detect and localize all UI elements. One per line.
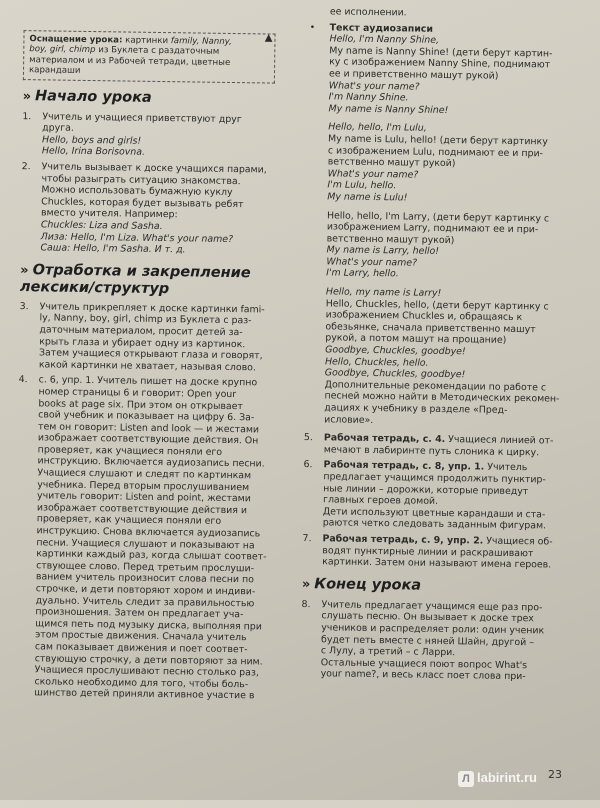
- text-line: учеников и распределяет роли: один ученик: [321, 622, 545, 637]
- text-line: Учащиеся слушают и следят по картинкам: [37, 467, 252, 482]
- text-line: шинство детей приняли активное участие в: [34, 687, 255, 702]
- section-heading-practice: [20, 262, 288, 299]
- text-line: ly, Nanny, boy, girl, chimp из Буклета с раз-: [39, 312, 252, 327]
- text-line: инструкцию. Снова включается аудиозапись: [36, 525, 261, 540]
- heading-marker-icon: »: [20, 262, 29, 278]
- text-line: крыть глаза и убирает одну из картинок.: [39, 335, 246, 350]
- text-line: Остальные учащиеся поют вопрос What's: [320, 656, 528, 671]
- text-line: друга.: [42, 122, 74, 135]
- text-line: Hello, boys and girls!: [41, 134, 142, 147]
- text-line: сколько необходимо для того, чтобы боль-: [34, 676, 249, 691]
- text-line: Chuckles: Liza and Sasha.: [40, 219, 163, 233]
- text-line: проверяет, как учащиеся поняли его: [36, 513, 222, 528]
- text-line: books at page six. При этом он открывает: [38, 397, 243, 412]
- item-number: 2.: [21, 161, 31, 173]
- text-lines: [34, 375, 287, 703]
- heading-text: Отработка и закрепление лексики/структур: [19, 261, 251, 297]
- song-verse-4: [324, 286, 574, 429]
- text-line: строчке, и дети повторяют хором и индиви-: [35, 583, 256, 598]
- text-line: Hello, Chuckles, hello, (дети берут картинку с: [325, 297, 549, 313]
- text-fragment: Учитель: [484, 461, 528, 474]
- text-line: с изображением Lulu, поднимают ее и при-: [327, 144, 544, 159]
- text-line: Hello, hello, I'm Lulu,: [328, 121, 427, 135]
- item-number: 4.: [18, 374, 28, 386]
- text-line: какой картинки не хватает, называя слово.: [38, 359, 256, 374]
- item-number: 6.: [303, 459, 313, 471]
- text-line: учитель говорит: Listen and point, жестами: [36, 490, 251, 505]
- text-line: исловие».: [324, 413, 374, 426]
- text-line: ные линии – дорожки, которые приведут: [323, 482, 529, 497]
- text-line: тем он говорит: Listen and look — и жестами: [37, 421, 260, 436]
- text-line: Лиза: Hello, I'm Liza. What's your name?: [40, 230, 234, 245]
- item-number: 7.: [302, 532, 312, 545]
- text-line: My name is Larry, hello!: [326, 244, 440, 258]
- text-line: Goodbye, Chuckles, goodbye!: [324, 367, 466, 381]
- text-line: дуально. Учитель следит за правильностью: [35, 594, 255, 609]
- lesson-item-3: [19, 301, 288, 374]
- text-line: картинки каждый раз, когда слышат соответ-: [36, 548, 267, 563]
- text-line: Hello, Irina Borisovna.: [41, 145, 146, 159]
- book-page: [7, 0, 596, 808]
- lesson-item-7: [302, 533, 570, 572]
- text-line: What's your name?: [327, 168, 419, 181]
- text-line: будет петь вместе с няней Шайн, другой –: [321, 633, 535, 648]
- text-line: обезьянке, сначала приветственно машут: [325, 321, 536, 336]
- text-line: Учитель и учащиеся приветствуют друг: [42, 110, 242, 125]
- arrow-up-icon: ▲: [264, 32, 273, 44]
- item-number: 8.: [301, 598, 311, 610]
- text-line: чтобы разыграть ситуацию знакомства.: [41, 172, 241, 187]
- text-line: слушать песню. Он вызывает к доске трех: [321, 610, 534, 625]
- workbook-ref: Рабочая тетрадь, с. 8, упр. 1.: [323, 459, 485, 473]
- right-column: [300, 4, 577, 688]
- heading-marker-icon: »: [301, 576, 311, 592]
- equipment-line: карандаши: [28, 65, 81, 77]
- text-line: щимся петь под музыку диска, выполняя при: [35, 618, 262, 633]
- text-line: изображением Chuckles и, обращаясь к: [325, 309, 523, 324]
- equipment-line: материалом и из Рабочей тетради, цветные: [29, 54, 231, 68]
- text-line: номер страницы 6 и говорит: Open your: [38, 386, 237, 400]
- heading-marker-icon: »: [22, 88, 32, 104]
- text-line: свой учебник и показывает на цифру 6. За-: [38, 409, 255, 424]
- text-fragment: Учащиеся об-: [483, 535, 553, 548]
- text-line: Hello, hello, I'm Larry, (дети берут картинку с: [326, 209, 550, 224]
- text-line: этом простые движения. Сначала учитель: [35, 629, 247, 644]
- text-line: вместо учителя. Например:: [40, 207, 178, 221]
- text-line: Саша: Hello, I'm Sasha. И т. д.: [40, 242, 186, 256]
- text-line: песней можно найти в Методических рекомен-: [324, 390, 560, 406]
- text-line: your name?, и весь класс поет слова при-: [320, 668, 526, 683]
- text-line: изображением Larry, поднимают ее и при-: [326, 221, 539, 236]
- text-line: картинки. Затем они называют имена героев.: [322, 556, 552, 571]
- text-line: учебника. Перед вторым прослушиванием: [37, 478, 250, 493]
- text-line: раются четко следовать заданным фигурам.: [322, 517, 547, 532]
- text-line: предлагает учащимся продолжить пунктир-: [323, 471, 546, 486]
- text-line: ветственно машут рукой): [326, 233, 455, 246]
- text-line: Учащиеся прослушивают песню столько раз,: [34, 664, 259, 679]
- text-line: главных героев домой.: [322, 494, 439, 508]
- text-line: Затем учащиеся открывают глаза и говорят,: [38, 347, 263, 362]
- text-line: Goodbye, Chuckles, goodbye!: [325, 344, 466, 358]
- text-fragment: Учащиеся линией от-: [445, 434, 554, 447]
- text-line: What's your name?: [328, 79, 420, 93]
- heading-text: Конец урока: [314, 575, 422, 594]
- equipment-line: Оснащение урока: картинки family, Nanny,: [29, 34, 232, 47]
- text-line: произношения. Затем он предлагает уча-: [35, 606, 244, 621]
- audio-script: [304, 22, 578, 429]
- text-line: даточным материалом, просит детей за-: [39, 324, 243, 339]
- text-line: Hello, Chuckles, hello.: [324, 355, 429, 369]
- left-column: [14, 0, 292, 707]
- text-line: проверяет, как учащиеся поняли его: [37, 444, 223, 458]
- text-line: ванием учитель произносит слова песни по: [35, 571, 254, 586]
- text-line: с. 6, упр. 1. Учитель пишет на доске крупно: [38, 374, 258, 389]
- text-line: сам показывает движения и поет соответ-: [34, 641, 248, 656]
- text-line: изображает соответствующие действия. Он: [37, 432, 259, 447]
- lesson-item-8: [301, 599, 570, 684]
- text-line: водят пунктирные линии и раскрашивают: [322, 544, 534, 559]
- lesson-item-4: [14, 374, 287, 702]
- text-line: ку с изображением Nanny Shine, поднимают: [329, 56, 551, 71]
- text-line: ствующее слово. Перед третьим прослуши-: [36, 560, 255, 575]
- workbook-ref: Рабочая тетрадь, с. 4.: [323, 432, 446, 446]
- text-line: Учитель прикрепляет к доске картинки fami-: [39, 301, 265, 316]
- text-line: с Лулу, а третий – с Ларри.: [320, 645, 456, 659]
- lesson-item-5: [304, 432, 572, 459]
- text-line: изображает соответствующие действия и: [36, 502, 248, 517]
- text-line: My name is Lulu, hello! (дети берут картинку: [328, 133, 548, 148]
- section-heading-end: [302, 576, 570, 597]
- watermark: [458, 770, 537, 787]
- text-line: Дополнительные рекомендации по работе с: [324, 379, 547, 394]
- bullet-icon: •: [309, 21, 316, 33]
- item-number: 1.: [22, 110, 32, 122]
- text-line: I'm Larry, hello.: [326, 267, 399, 280]
- text-line: I'm Nanny Shine.: [328, 91, 409, 104]
- text-line: ее и приветственно машут рукой): [328, 68, 499, 82]
- text-line: ее исполнении.: [329, 6, 407, 19]
- lesson-item-6: [303, 459, 572, 532]
- audio-script-title: Текст аудиозаписи: [329, 21, 434, 35]
- equipment-line: boy, girl, chimp из Буклета с раздаточным: [29, 44, 220, 58]
- song-verse-3: [326, 210, 575, 283]
- text-line: What's your name?: [326, 256, 418, 269]
- song-verse-1: [328, 34, 577, 119]
- text-line: Hello, I'm Nanny Shine,: [329, 33, 440, 47]
- watermark-text: labirint.ru: [477, 770, 537, 785]
- text-line: инструкцию. Включается аудиозапись песни.: [37, 455, 265, 470]
- heading-text: Начало урока: [34, 87, 152, 106]
- text-line: дациях к учебнику в разделе «Пред-: [324, 402, 508, 416]
- text-line: ствующую строчку, а дети повторяют за ним.: [34, 652, 263, 668]
- text-line: My name is Nanny Shine!: [328, 103, 449, 116]
- text-line: My name is Lulu!: [327, 191, 408, 204]
- text-line: рукой, а потом машут на прощание): [325, 332, 507, 347]
- item-number: 5.: [303, 432, 313, 444]
- lesson-equipment-box: [23, 30, 276, 83]
- item-number: 3.: [19, 300, 29, 312]
- workbook-ref: Рабочая тетрадь, с. 9, упр. 2.: [322, 533, 484, 547]
- text-line: My name is Nanny Shine! (дети берут картин-: [329, 45, 553, 60]
- text-line: Можно использовать бумажную куклу: [41, 184, 233, 199]
- labirint-logo-icon: Л: [458, 771, 474, 787]
- lesson-item-2: [20, 161, 289, 257]
- text-line: мечают в лабиринте путь слоника к цирку.: [323, 444, 540, 459]
- text-line: Дети используют цветные карандаши и ста-: [322, 506, 546, 521]
- text-line: Учитель предлагает учащимся еще раз про-: [321, 599, 543, 614]
- text-line: Hello, my name is Larry!: [325, 286, 442, 300]
- song-verse-2: [327, 122, 576, 207]
- text-line: ветственно машут рукой): [327, 156, 456, 170]
- text-line: Chuckles, которая будет вызывать ребят: [41, 196, 244, 210]
- text-line: Учитель вызывает к доске учащихся парами,: [41, 161, 267, 176]
- lesson-item-1: [22, 111, 291, 161]
- section-heading-start: [23, 88, 291, 109]
- text-line: I'm Lulu, hello.: [327, 179, 397, 192]
- page-number: 23: [548, 768, 562, 781]
- text-line: песни. Учащиеся слушают и показывают на: [36, 536, 255, 551]
